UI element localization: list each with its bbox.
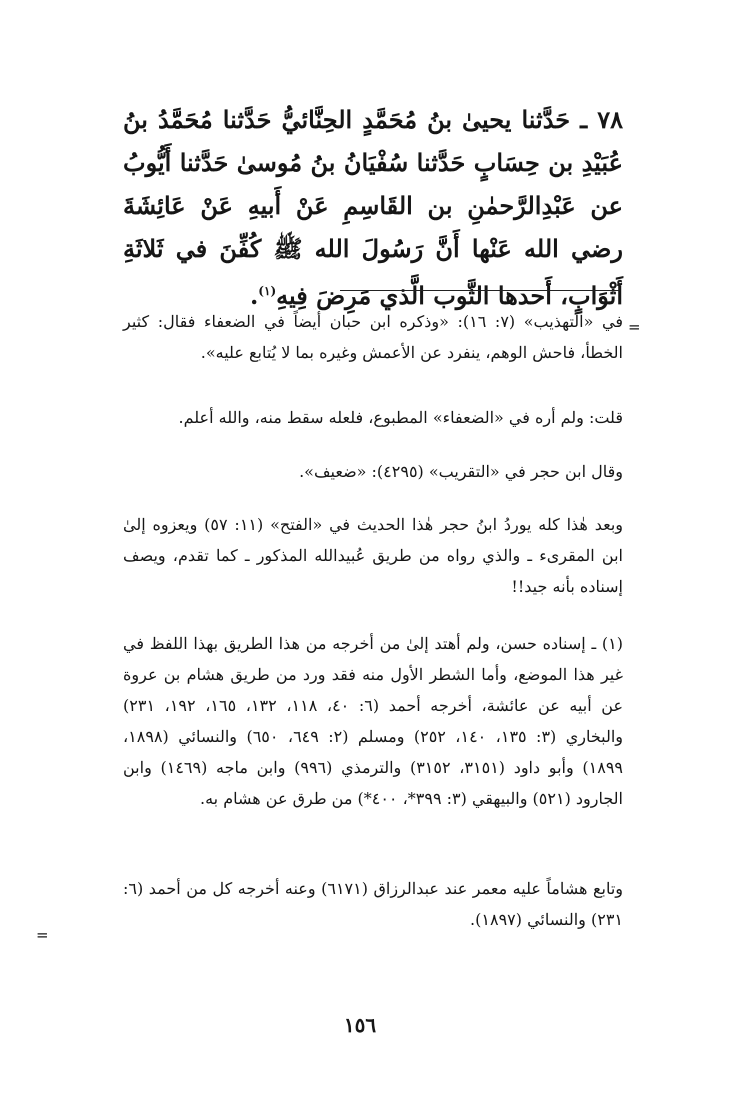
hadith-text bbox=[123, 98, 623, 317]
continuation-mark-top: = bbox=[628, 318, 641, 336]
page-number: ١٥٦ bbox=[343, 1013, 377, 1037]
footnote-paragraph-taqrib: وقال ابن حجر في «التقريب» (٤٢٩٥): «ضعيف». bbox=[299, 462, 623, 481]
footnote-separator bbox=[340, 290, 620, 291]
footnote-paragraph-fath: وبعد هٰذا كله يوردُ ابنُ حجر هٰذا الحديث في «الفتح» (١١: ٥٧) ويعزوه إلىٰ ابن المقرىء ـ والذي رواه من طريق عُبيدالله المذكور ـ كما تقدم، ويصف إسناده بأنه جيد!! bbox=[123, 515, 623, 596]
hadith-end: . bbox=[249, 281, 259, 310]
footnote-paragraph-duafa: قلت: ولم أره في «الضعفاء» المطبوع، فلعله سقط منه، والله أعلم. bbox=[178, 408, 623, 427]
continuation-mark-bottom: = bbox=[36, 926, 49, 944]
hadith-body: ٧٨ ـ حَدَّثنا يحيىٰ بنُ مُحَمَّدٍ الحِنَّائيُّ حَدَّثنا مُحَمَّدُ بنُ عُبَيْدِ بن حِسَابٍ حَدَّثنا سُفْيَانُ بنُ مُوسىٰ حَدَّثنا أَيُّوبُ عن عَبْدِالرَّحمٰنِ بن القَاسِمِ عَنْ أَبيهِ عَنْ عَائِشَةَ رضي الله عَنْها أَنَّ رَسُولَ الله ﷺ كُفِّنَ في ثَلاثَةِ أَثْوَابٍ، أَحدها الثَّوب الَّذي مَرِضَ فِيهِ bbox=[123, 105, 624, 310]
footnote-paragraph-mutaba: وتابع هشاماً عليه معمر عند عبدالرزاق (٦١٧١) وعنه أخرجه كل من أحمد (٦: ٢٣١) والنسائي (١٨٩٧). bbox=[123, 879, 623, 929]
footnote-reference: (١) bbox=[258, 284, 277, 298]
footnote-paragraph-takhrij: (١) ـ إسناده حسن، ولم أهتد إلىٰ من أخرجه من هذا الطريق بهذا اللفظ في غير هذا الموضع، وأما الشطر الأول منه فقد ورد من طريق هشام بن عروة عن أبيه عن عائشة، أخرجه أحمد (٦: ٤٠، ١١٨، ١٣٢، ١٦٥، ١٩٢، ٢٣١) والبخاري (٣: ١٣٥، ١٤٠، ٢٥٢) ومسلم (٢: ٦٤٩، ٦٥٠) والنسائي (١٨٩٨، ١٨٩٩) وأبو داود (٣١٥١، ٣١٥٢) والترمذي (٩٩٦) وابن ماجه (١٤٦٩) وابن الجارود (٥٢١) والبيهقي (٣: ٣٩٩*، ٤٠٠*) من طرق عن هشام به. bbox=[123, 634, 624, 808]
footnote-paragraph-tahdhib: في «التهذيب» (٧: ١٦): «وذكره ابن حبان أيضاً في الضعفاء فقال: كثير الخطأ، فاحش الوهم، ينفرد عن الأعمش وغيره بما لا يُتابع عليه». bbox=[123, 312, 624, 362]
